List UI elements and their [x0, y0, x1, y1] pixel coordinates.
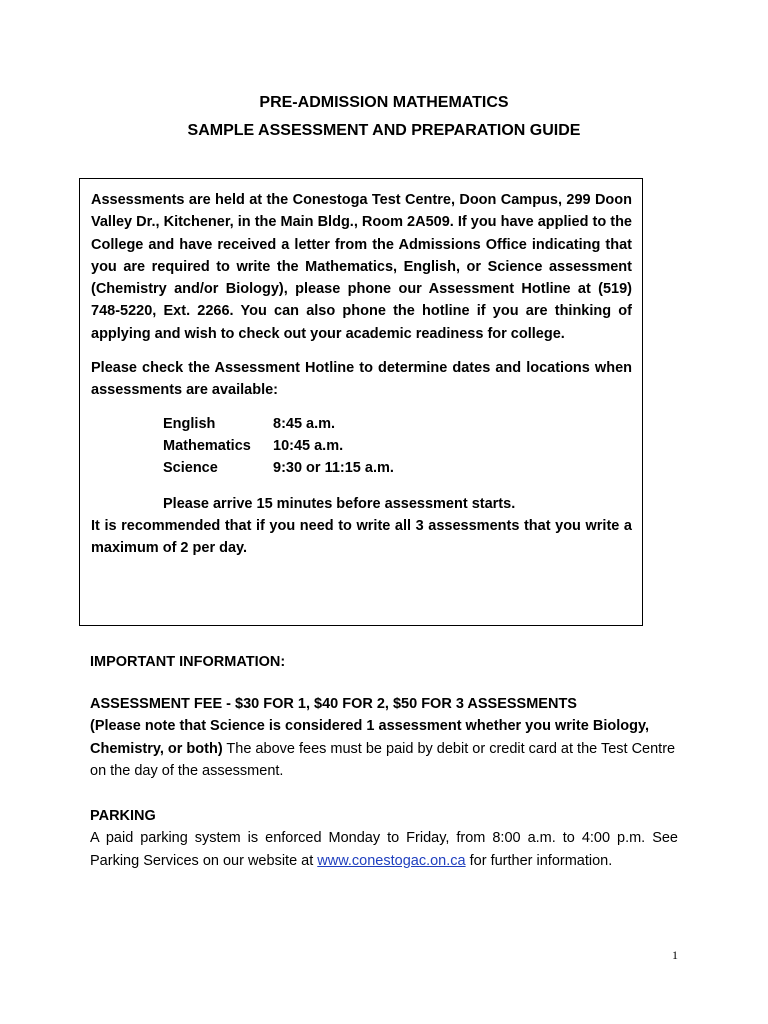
- schedule-time: 8:45 a.m.: [273, 415, 336, 432]
- arrival-note: Please arrive 15 minutes before assessment starts.: [163, 495, 516, 512]
- page-subtitle: SAMPLE ASSESSMENT AND PREPARATION GUIDE: [187, 122, 581, 139]
- schedule-subject: Science: [163, 460, 218, 477]
- fee-section: [90, 693, 678, 782]
- fee-heading: ASSESSMENT FEE - $30 FOR 1, $40 FOR 2, $50 FOR 3 ASSESSMENTS: [90, 696, 577, 712]
- schedule-list: [163, 413, 632, 480]
- schedule-subject: Mathematics: [163, 437, 251, 454]
- schedule-row: [163, 457, 632, 479]
- location-paragraph: Assessments are held at the Conestoga Test Centre, Doon Campus, 299 Doon Valley Dr., Kitchener, in the Main Bldg., Room 2A509. If you have applied to the College and have received a letter from the Admissions Office indicating that you are required to write the Mathematics, English, or Science assessment (Chemistry and/or Biology), please phone our Assessment Hotline at (519) 748-5220, Ext. 2266. You can also phone the hotline if you are thinking of applying and wish to check out your academic readiness for college.: [91, 192, 632, 342]
- parking-text-start: A paid parking system is enforced Monday to Friday, from 8:00 a.m. to 4:00 p.m. See Parking Services on our website at: [90, 830, 678, 869]
- fee-text: The above fees must be paid by debit or credit card at the Test Centre on the day of the assessment.: [90, 740, 676, 779]
- schedule-row: [163, 413, 632, 435]
- schedule-row: [163, 435, 632, 457]
- page-number: 1: [672, 948, 678, 962]
- important-heading: IMPORTANT INFORMATION:: [90, 654, 286, 670]
- fee-note: (Please note that Science is considered 1 assessment whether you write Biology, Chemistry, or both): [90, 718, 649, 757]
- parking-section: [90, 805, 678, 872]
- schedule-time: 10:45 a.m.: [273, 437, 344, 454]
- parking-text: [90, 827, 678, 872]
- parking-heading: PARKING: [90, 808, 156, 824]
- recommendation-note: It is recommended that if you need to write all 3 assessments that you write a maximum of 2 per day.: [91, 517, 632, 557]
- schedule-time: 9:30 or 11:15 a.m.: [273, 460, 394, 477]
- hotline-paragraph: Please check the Assessment Hotline to determine dates and locations when assessments are available:: [91, 360, 632, 399]
- college-website-link[interactable]: www.conestogac.on.ca: [317, 852, 466, 869]
- assessment-info-box: [79, 178, 643, 626]
- page-title: PRE-ADMISSION MATHEMATICS: [259, 94, 509, 111]
- parking-text-end: for further information.: [465, 852, 613, 869]
- schedule-subject: English: [163, 415, 216, 432]
